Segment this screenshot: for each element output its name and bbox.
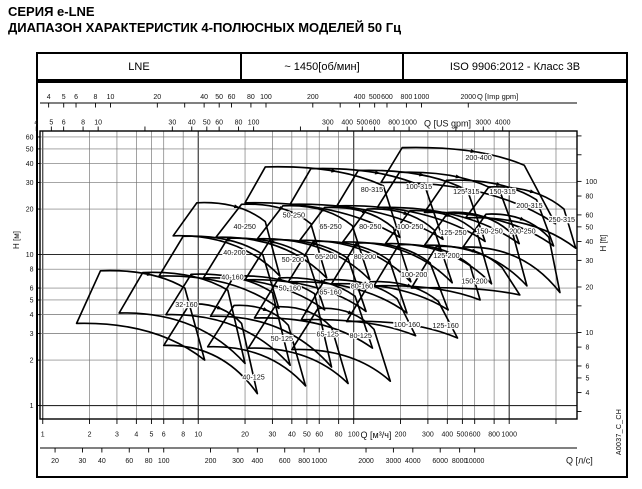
svg-text:50: 50: [303, 431, 311, 439]
svg-text:8: 8: [585, 344, 590, 352]
svg-text:80: 80: [144, 458, 153, 465]
svg-text:10000: 10000: [464, 458, 485, 465]
model-label-200-400: 200-400: [465, 153, 492, 163]
svg-text:Q [Imp gpm]: Q [Imp gpm]: [477, 92, 519, 101]
svg-text:30: 30: [268, 431, 277, 439]
svg-text:4000: 4000: [494, 119, 511, 127]
svg-text:60: 60: [315, 431, 324, 439]
svg-text:20: 20: [241, 431, 249, 439]
svg-text:50: 50: [202, 119, 211, 127]
svg-text:20: 20: [585, 284, 594, 292]
model-label-125-315: 125-315: [453, 187, 480, 197]
model-label-50-125: 50-125: [270, 334, 294, 344]
model-label-50-250: 50-250: [282, 210, 306, 220]
svg-text:100: 100: [260, 94, 272, 101]
svg-text:5: 5: [49, 119, 54, 127]
spec-standard-cell: ISO 9906:2012 - Класс 3В: [449, 60, 581, 73]
model-label-125-160: 125-160: [432, 320, 459, 330]
model-label-250-315: 250-315: [548, 215, 576, 225]
svg-text:100: 100: [347, 431, 360, 439]
svg-text:4: 4: [46, 94, 51, 101]
model-label-125-250: 125-250: [440, 227, 467, 237]
svg-text:300: 300: [321, 119, 334, 127]
model-label-32-160: 32-160: [175, 300, 198, 310]
svg-text:40: 40: [25, 161, 34, 169]
svg-text:Q [US gpm]: Q [US gpm]: [424, 118, 472, 129]
svg-text:800: 800: [400, 94, 413, 101]
svg-text:40: 40: [585, 239, 594, 247]
svg-text:8: 8: [181, 431, 186, 439]
svg-text:6: 6: [29, 285, 34, 293]
svg-text:800: 800: [488, 431, 500, 439]
model-label-40-200: 40-200: [223, 248, 246, 258]
model-label-65-160: 65-160: [319, 287, 342, 297]
svg-text:200: 200: [204, 458, 217, 465]
svg-text:10: 10: [106, 94, 115, 101]
svg-text:4: 4: [34, 119, 39, 127]
svg-text:2000: 2000: [460, 94, 477, 101]
curve-arrow-icon: [263, 307, 270, 313]
svg-text:800: 800: [388, 119, 400, 127]
svg-text:10: 10: [194, 431, 203, 439]
model-label-65-250: 65-250: [319, 222, 342, 232]
svg-text:8: 8: [29, 266, 34, 274]
svg-text:10: 10: [94, 119, 103, 127]
svg-text:800: 800: [298, 458, 310, 465]
svg-text:20: 20: [51, 458, 59, 465]
model-label-150-250: 150-250: [476, 226, 503, 236]
svg-text:300: 300: [232, 458, 244, 465]
svg-text:5: 5: [29, 297, 34, 305]
model-label-150-315: 150-315: [489, 187, 516, 197]
svg-text:6: 6: [161, 431, 166, 439]
svg-text:6: 6: [74, 94, 78, 101]
svg-text:2: 2: [29, 357, 34, 365]
svg-text:8000: 8000: [451, 458, 468, 465]
svg-text:400: 400: [441, 431, 454, 439]
svg-text:100: 100: [157, 458, 170, 465]
model-label-65-200: 65-200: [314, 252, 338, 262]
doc-code: A0037_C_CH: [616, 408, 623, 456]
svg-text:500: 500: [456, 431, 469, 439]
model-label-50-160: 50-160: [278, 283, 301, 293]
svg-text:1000: 1000: [413, 94, 430, 101]
svg-text:60: 60: [25, 134, 34, 142]
model-label-65-125: 65-125: [316, 329, 339, 339]
svg-text:3000: 3000: [475, 119, 492, 127]
model-label-125-200: 125-200: [433, 251, 460, 261]
svg-text:40: 40: [287, 431, 296, 439]
model-label-100-250: 100-250: [397, 222, 424, 232]
svg-text:600: 600: [278, 458, 291, 465]
svg-text:400: 400: [341, 119, 354, 127]
model-label-100-160: 100-160: [393, 319, 421, 329]
svg-text:4000: 4000: [405, 458, 421, 465]
model-label-100-200: 100-200: [401, 270, 428, 280]
svg-text:40: 40: [187, 119, 196, 127]
model-label-80-160: 80-160: [350, 281, 374, 291]
model-label-40-125: 40-125: [242, 372, 265, 382]
svg-text:200: 200: [306, 94, 319, 101]
svg-text:5: 5: [61, 94, 66, 101]
svg-text:60: 60: [227, 94, 236, 101]
model-label-80-315: 80-315: [360, 184, 384, 194]
svg-text:1: 1: [40, 431, 45, 439]
svg-text:400: 400: [251, 458, 264, 465]
svg-text:4: 4: [585, 390, 590, 398]
svg-text:600: 600: [468, 431, 481, 439]
svg-text:500: 500: [356, 119, 369, 127]
svg-text:20: 20: [153, 94, 162, 101]
svg-text:30: 30: [78, 458, 87, 465]
svg-text:80: 80: [334, 431, 343, 439]
page-title: СЕРИЯ e-LNE: [8, 4, 95, 19]
svg-text:600: 600: [381, 94, 393, 101]
svg-text:H [ft]: H [ft]: [599, 234, 608, 252]
svg-text:6000: 6000: [432, 458, 448, 465]
model-label-50-200: 50-200: [281, 254, 305, 264]
svg-text:80: 80: [234, 119, 243, 127]
svg-text:500: 500: [368, 94, 381, 101]
svg-text:50: 50: [585, 224, 594, 232]
svg-text:80: 80: [247, 94, 255, 101]
svg-text:3: 3: [114, 431, 119, 439]
svg-text:80: 80: [585, 193, 594, 201]
svg-text:Q [м³/ч]: Q [м³/ч]: [360, 430, 392, 440]
svg-text:1000: 1000: [501, 431, 517, 439]
model-label-80-200: 80-200: [353, 252, 377, 262]
svg-text:3000: 3000: [385, 458, 402, 465]
svg-text:2000: 2000: [358, 458, 374, 465]
svg-text:30: 30: [168, 119, 177, 127]
svg-text:50: 50: [25, 146, 34, 154]
curve-arrow-icon: [217, 306, 224, 312]
svg-text:6: 6: [585, 363, 590, 371]
svg-text:30: 30: [585, 257, 594, 265]
envelope-80-200: [288, 241, 407, 313]
svg-text:4: 4: [134, 431, 139, 439]
svg-text:8: 8: [93, 94, 98, 101]
svg-text:4: 4: [29, 312, 34, 320]
page-subtitle: ДИАПАЗОН ХАРАКТЕРИСТИК 4-ПОЛЮСНЫХ МОДЕЛЕЙ 50 Гц: [8, 20, 402, 35]
envelope-65-200: [245, 240, 366, 312]
svg-text:50: 50: [215, 94, 224, 101]
spec-series-cell: LNE: [38, 54, 242, 79]
svg-text:200: 200: [394, 431, 407, 439]
svg-text:60: 60: [215, 119, 224, 127]
model-label-80-250: 80-250: [359, 222, 382, 232]
svg-text:3: 3: [29, 331, 34, 339]
svg-text:2: 2: [87, 431, 92, 439]
svg-text:60: 60: [125, 458, 134, 465]
svg-text:H [м]: H [м]: [12, 231, 21, 249]
svg-text:400: 400: [353, 94, 366, 101]
svg-text:100: 100: [247, 119, 260, 127]
svg-text:5: 5: [585, 375, 590, 383]
svg-text:600: 600: [368, 119, 381, 127]
model-label-40-160: 40-160: [221, 272, 244, 282]
svg-text:10: 10: [25, 252, 34, 260]
svg-text:Q [л/с]: Q [л/с]: [566, 455, 593, 466]
spec-speed-cell: ~ 1450[об/мин]: [242, 54, 404, 79]
svg-text:60: 60: [585, 212, 594, 220]
svg-text:40: 40: [97, 458, 106, 465]
svg-text:8: 8: [81, 119, 86, 127]
model-label-80-125: 80-125: [349, 331, 372, 341]
model-label-100-315: 100-315: [405, 181, 433, 191]
svg-text:40: 40: [200, 94, 209, 101]
model-label-150-200: 150-200: [461, 276, 488, 286]
svg-text:1: 1: [29, 403, 34, 411]
svg-text:1000: 1000: [311, 458, 328, 465]
svg-text:300: 300: [422, 431, 434, 439]
svg-text:20: 20: [25, 206, 34, 214]
svg-text:10: 10: [585, 329, 594, 337]
svg-text:5: 5: [149, 431, 154, 439]
model-label-200-250: 200-250: [509, 226, 536, 236]
model-label-200-315: 200-315: [516, 201, 543, 211]
svg-text:1000: 1000: [401, 119, 417, 127]
svg-text:30: 30: [25, 179, 34, 187]
model-label-40-250: 40-250: [233, 222, 256, 232]
svg-text:100: 100: [585, 178, 598, 186]
curve-arrow-icon: [520, 217, 527, 223]
svg-text:6: 6: [61, 119, 66, 127]
